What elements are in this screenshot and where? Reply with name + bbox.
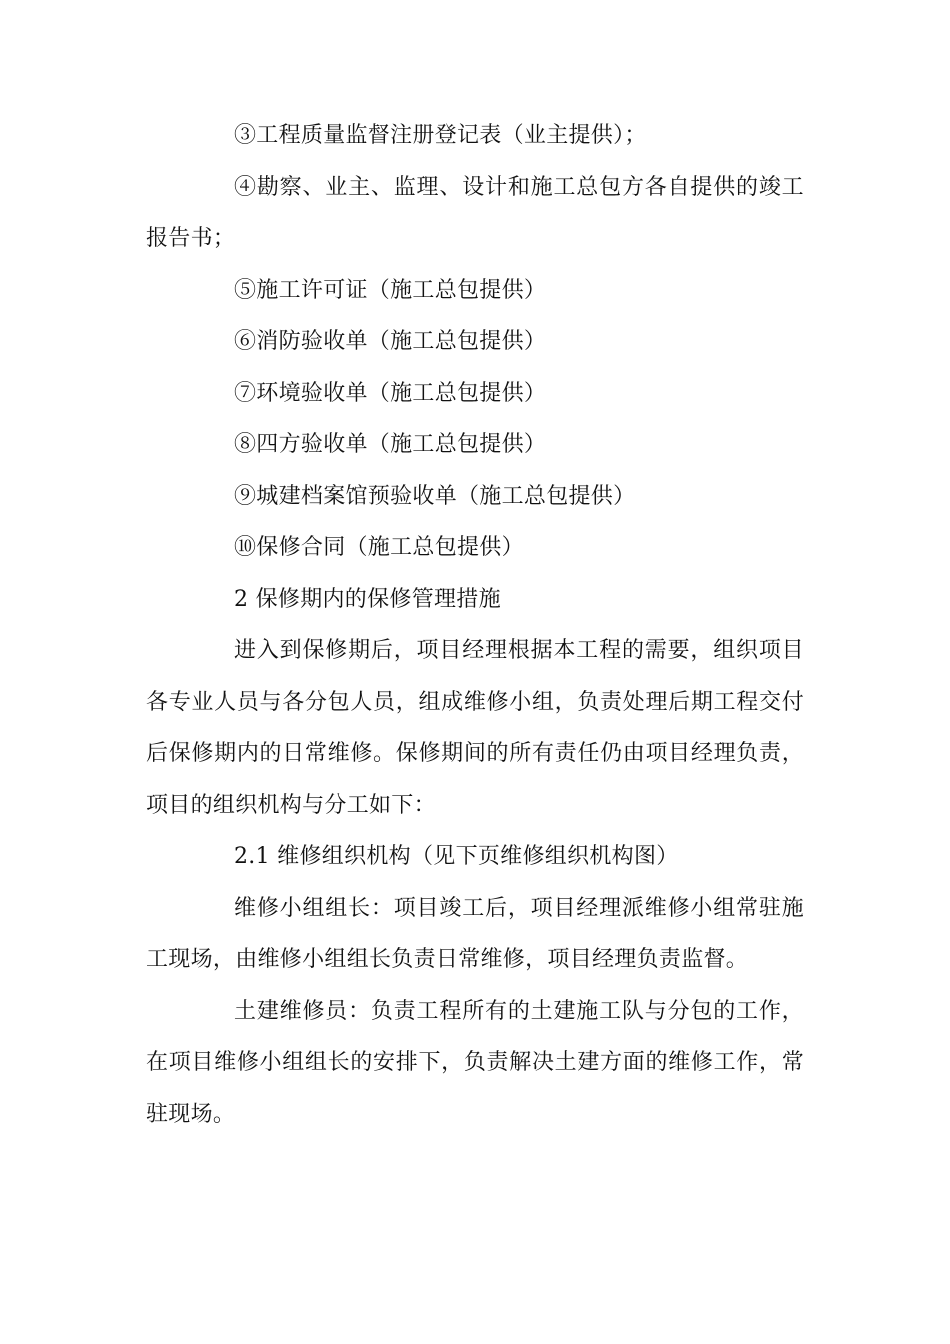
section-heading-warranty-management: 2 保修期内的保修管理措施 bbox=[234, 586, 501, 612]
list-item-construction-permit: ⑤施工许可证（施工总包提供） bbox=[234, 277, 547, 303]
section-heading-maintenance-organization: 2.1 维修组织机构（见下页维修组织机构图） bbox=[234, 844, 679, 869]
document-body bbox=[146, 110, 804, 1140]
list-item-quality-registration: ③工程质量监督注册登记表（业主提供）； bbox=[234, 123, 647, 148]
list-item-completion-reports: ④勘察、业主、监理、设计和施工总包方各自提供的竣工报告书； bbox=[146, 174, 804, 251]
list-item-four-party-acceptance: ⑧四方验收单（施工总包提供） bbox=[234, 432, 547, 457]
list-item-warranty-contract: ⑩保修合同（施工总包提供） bbox=[234, 535, 524, 560]
paragraph-civil-maintenance: 土建维修员：负责工程所有的土建施工队与分包的工作，在项目维修小组组长的安排下，负责解决土建方面的维修工作，常驻现场。 bbox=[146, 998, 804, 1127]
paragraph-team-leader: 维修小组组长：项目竣工后，项目经理派维修小组常驻施工现场，由维修小组组长负责日常维修，项目经理负责监督。 bbox=[146, 895, 804, 972]
list-item-archive-pre-acceptance: ⑨城建档案馆预验收单（施工总包提供） bbox=[234, 483, 636, 509]
list-item-fire-acceptance: ⑥消防验收单（施工总包提供） bbox=[234, 329, 547, 354]
paragraph-warranty-period: 进入到保修期后，项目经理根据本工程的需要，组织项目各专业人员与各分包人员，组成维修小组，负责处理后期工程交付后保修期内的日常维修。保修期间的所有责任仍由项目经理负责，项目的组织机构与分工如下： bbox=[146, 638, 804, 818]
list-item-environment-acceptance: ⑦环境验收单（施工总包提供） bbox=[234, 380, 547, 406]
